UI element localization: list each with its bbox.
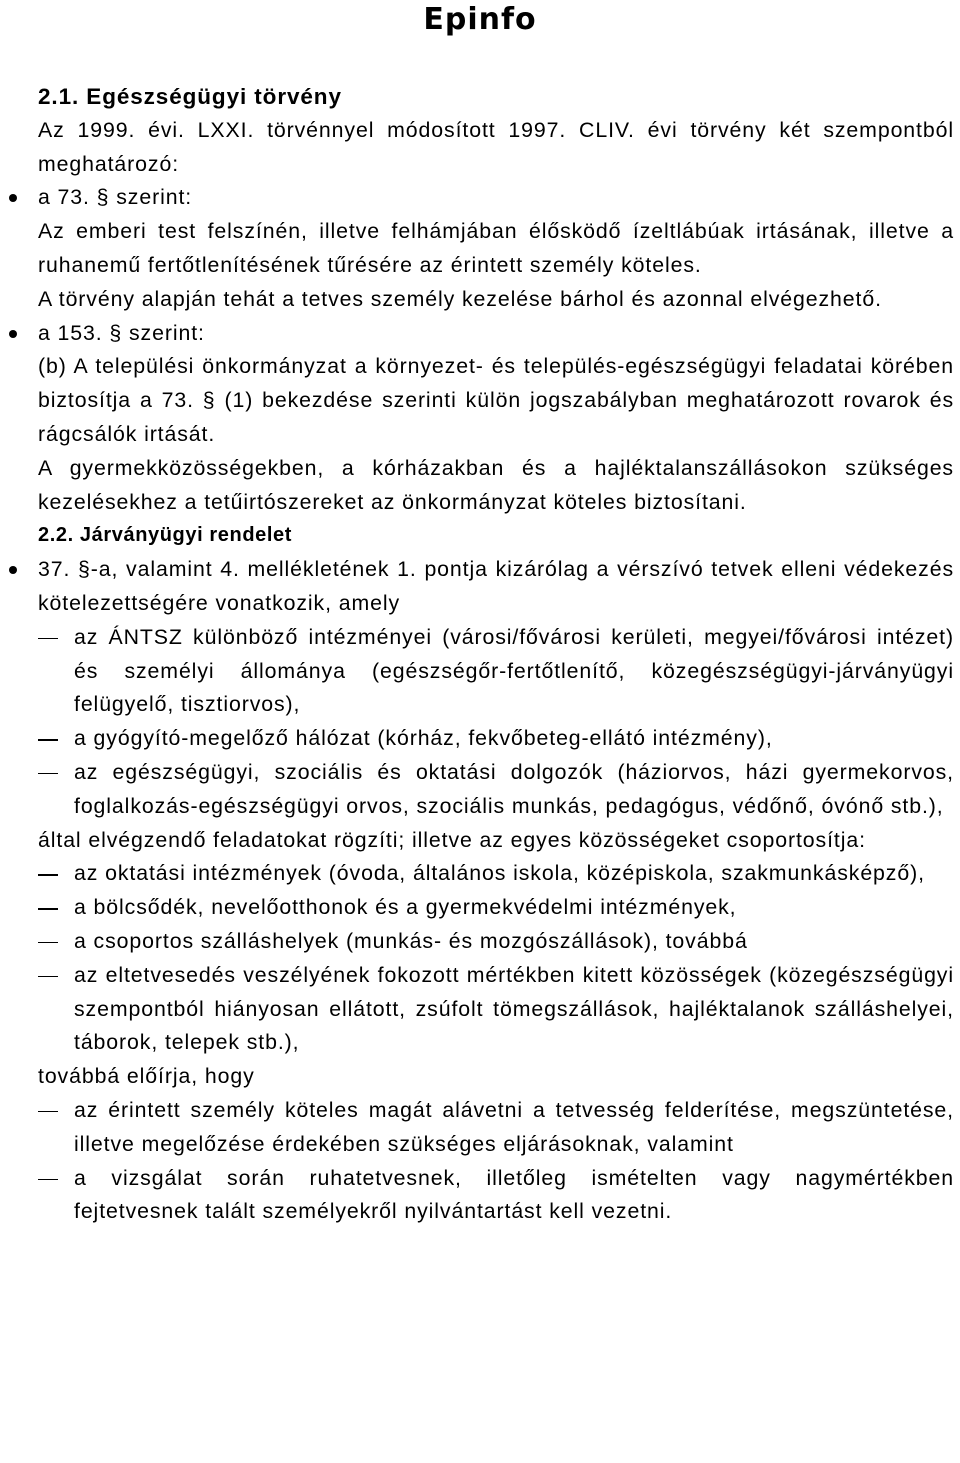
bullet-153-note: A gyermekközösségekben, a kórházakban és a hajléktalanszállásokon szükséges kezelésekhez a tetűirtószereket az önkormányzat köteles biztosítani.: [38, 455, 954, 514]
section-title-2-1: 2.1. Egészségügyi törvény: [38, 84, 342, 109]
section1-intro: Az 1999. évi. LXXI. törvénnyel módosított 1997. CLIV. évi törvény két szempontból meghatározó:: [38, 117, 954, 176]
bullet-73-note: A törvény alapján tehát a tetves személy kezelése bárhol és azonnal elvégezhető.: [38, 286, 882, 311]
bullet-73-text: Az emberi test felszínén, illetve felhámjában élősködő ízeltlábúak irtásának, illetve a ruhanemű fertőtlenítésének tűrésére az érintett személy köteles.: [38, 219, 954, 277]
list-item: a bölcsődék, nevelőotthonok és a gyermekvédelmi intézmények,: [74, 891, 954, 925]
list-item: a gyógyító-megelőző hálózat (kórház, fekvőbeteg-ellátó intézmény),: [74, 722, 954, 756]
list-item: az eltetvesedés veszélyének fokozott mértékben kitett közösségek (közegészségügyi szempontból hiányosan ellátott, zsúfolt tömegszállások, hajléktalanok szálláshelyei, táborok, telepek stb.),: [74, 959, 954, 1060]
bullet-153: a 153. § szerint:: [38, 317, 954, 351]
list-item: az egészségügyi, szociális és oktatási dolgozók (háziorvos, házi gyermekorvos, foglalkozás-egészségügyi orvos, szociális munkás, pedagógus, védőnő, óvónő stb.),: [74, 756, 954, 824]
document-body: [38, 80, 954, 1229]
dash-list-1: [74, 621, 954, 824]
list-item: az oktatási intézmények (óvoda, általános iskola, középiskola, szakmunkásképző),: [74, 857, 954, 891]
list-item: az érintett személy köteles magát alávetni a tetvesség felderítése, megszüntetése, illetve megelőzése érdekében szükséges eljárásoknak, valamint: [74, 1094, 954, 1162]
dash-list-3: [74, 1094, 954, 1229]
bullet-153-text: (b) A települési önkormányzat a környezet- és település-egészségügyi feladatai körében biztosítja a 73. § (1) bekezdése szerinti külön jogszabályban meghatározott rovarok és rágcsálók irtását.: [38, 354, 954, 446]
list-item: az ÁNTSZ különböző intézményei (városi/fővárosi kerületi, megyei/fővárosi intézet) és személyi állománya (egészségőr-fertőtlenítő, közegészségügyi-járványügyi felügyelő, tisztiorvos),: [74, 621, 954, 722]
list-item: a csoportos szálláshelyek (munkás- és mozgószállások), továbbá: [74, 925, 954, 959]
bullet-37: 37. §-a, valamint 4. mellékletének 1. pontja kizárólag a vérszívó tetvek elleni védekezés kötelezettségére vonatkozik, amely: [38, 553, 954, 621]
section-title-2-2: 2.2. Járványügyi rendelet: [38, 524, 293, 547]
list-item: a vizsgálat során ruhatetvesnek, illetőleg ismételten vagy nagymértékben fejtetvesnek talált személyekről nyilvántartást kell vezetni.: [74, 1162, 954, 1230]
dash-list-2: [74, 857, 954, 1060]
bullet-73: a 73. § szerint:: [38, 181, 954, 215]
between-text-1: által elvégzendő feladatokat rögzíti; illetve az egyes közösségeket csoportosítja:: [38, 827, 866, 852]
between-text-2: továbbá előírja, hogy: [38, 1064, 255, 1089]
epinfo-logo: Epinfo: [423, 2, 537, 37]
